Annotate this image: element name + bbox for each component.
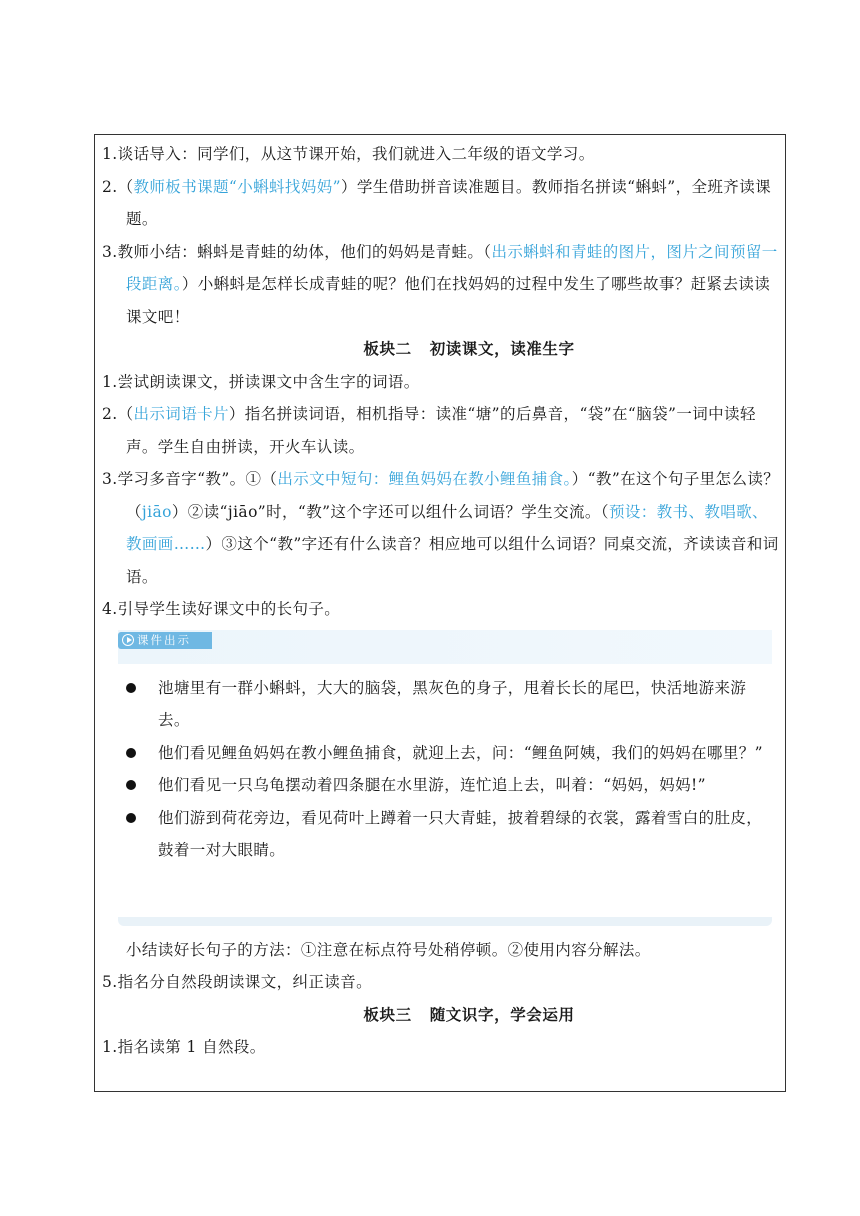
bullet-icon <box>126 748 136 758</box>
section-2-item-3-c: ）“教”在这个句子里怎么读？（ <box>126 470 780 521</box>
intro-item-2-rest: ）学生借助拼音读准题目。教师指名拼读“蝌蚪”，全班齐读课题。 <box>126 177 772 228</box>
section-2-item-3-g: ）③这个“教”字还有什么读音？相应地可以组什么词语？同桌交流，齐读读音和词语。 <box>126 535 779 586</box>
section-2-heading <box>102 333 780 366</box>
callout-sentence-text: 他们游到荷花旁边，看见荷叶上蹲着一只大青蛙，披着碧绿的衣裳，露着雪白的肚皮，鼓着一对大眼睛。 <box>158 808 763 859</box>
section-3-label: 板块三 <box>363 1004 412 1024</box>
section-2-item-3-f: 预设：教书、教唱歌、教画画…… <box>126 502 768 553</box>
section-2-item-2-highlight: 出示词语卡片 <box>133 405 229 423</box>
section-2-item-3-a: 3.学习多音字“教”。①（ <box>102 470 278 488</box>
section-2-item-5: 5.指名分自然段朗读课文，纠正读音。 <box>102 973 372 991</box>
section-2-item-1: 1.尝试朗读课文，拼读课文中含生字的词语。 <box>102 372 420 391</box>
section-2-item-3 <box>102 463 780 593</box>
section-2-item-2 <box>102 398 780 463</box>
lesson-content <box>102 138 780 1064</box>
callout-header-bar <box>118 630 772 664</box>
intro-item-3-highlight: 出示蝌蚪和青蛙的图片，图片之间预留一段距离。 <box>126 242 778 293</box>
callout-footer-bar <box>118 917 772 926</box>
intro-item-2-highlight: 教师板书课题“小蝌蚪找妈妈” <box>133 177 341 196</box>
section-2-title: 初读课文，读准生字 <box>429 339 575 358</box>
section-2-summary: 小结读好长句子的方法：①注意在标点符号处稍停顿。②使用内容分解法。 <box>126 940 651 959</box>
callout-sentence-text: 他们看见鲤鱼妈妈在教小鲤鱼捕食，就迎上去，问：“鲤鱼阿姨，我们的妈妈在哪里？” <box>158 743 763 762</box>
intro-item-2-prefix: 2.（ <box>102 177 134 196</box>
callout-sentence-2 <box>118 737 772 770</box>
callout-sentence-1 <box>118 672 772 737</box>
section-2-item-3-b: 出示文中短句：鲤鱼妈妈在教小鲤鱼捕食。 <box>277 470 572 488</box>
callout-sentence-3 <box>118 769 772 802</box>
section-3-title: 随文识字，学会运用 <box>429 1004 575 1024</box>
section-2-item-2-prefix: 2.（ <box>102 405 134 423</box>
callout-sentence-text: 他们看见一只乌龟摆动着四条腿在水里游，连忙追上去，叫着：“妈妈，妈妈!” <box>158 776 706 794</box>
section-2-item-4: 4.引导学生读好课文中的长句子。 <box>102 600 341 618</box>
callout-sentence-list <box>118 672 772 867</box>
section-3-item-1: 1.指名读第 1 自然段。 <box>102 1038 266 1056</box>
courseware-tag <box>118 632 212 649</box>
bullet-icon <box>126 813 136 823</box>
courseware-callout <box>118 630 772 926</box>
courseware-tag-label: 课件出示 <box>137 632 191 647</box>
section-3-heading <box>102 999 780 1032</box>
section-2-item-2-rest: ）指名拼读词语，相机指导：读准“塘”的后鼻音，“袋”在“脑袋”一词中读轻声。学生自由拼读，开火车认读。 <box>126 405 756 456</box>
intro-item-3-rest: ）小蝌蚪是怎样长成青蛙的呢？他们在找妈妈的过程中发生了哪些故事？赶紧去读读课文吧！ <box>126 275 771 326</box>
section-2-label: 板块二 <box>363 339 412 358</box>
callout-sentence-text: 池塘里有一群小蝌蚪，大大的脑袋，黑灰色的身子，甩着长长的尾巴，快活地游来游去。 <box>158 678 747 729</box>
intro-item-1: 1.谈话导入：同学们，从这节课开始，我们就进入二年级的语文学习。 <box>102 145 595 163</box>
intro-item-2 <box>102 171 780 236</box>
play-circle-icon <box>122 634 134 646</box>
bullet-icon <box>126 780 136 790</box>
intro-item-3-prefix: 3.教师小结：蝌蚪是青蛙的幼体，他们的妈妈是青蛙。（ <box>102 242 492 261</box>
section-2-item-3-e: ）②读“jiāo”时，“教”这个字还可以组什么词语？学生交流。（ <box>171 502 609 521</box>
intro-item-3 <box>102 236 780 334</box>
callout-sentence-4 <box>118 802 772 867</box>
bullet-icon <box>126 683 136 693</box>
section-2-item-3-pinyin: jiāo <box>141 502 172 521</box>
